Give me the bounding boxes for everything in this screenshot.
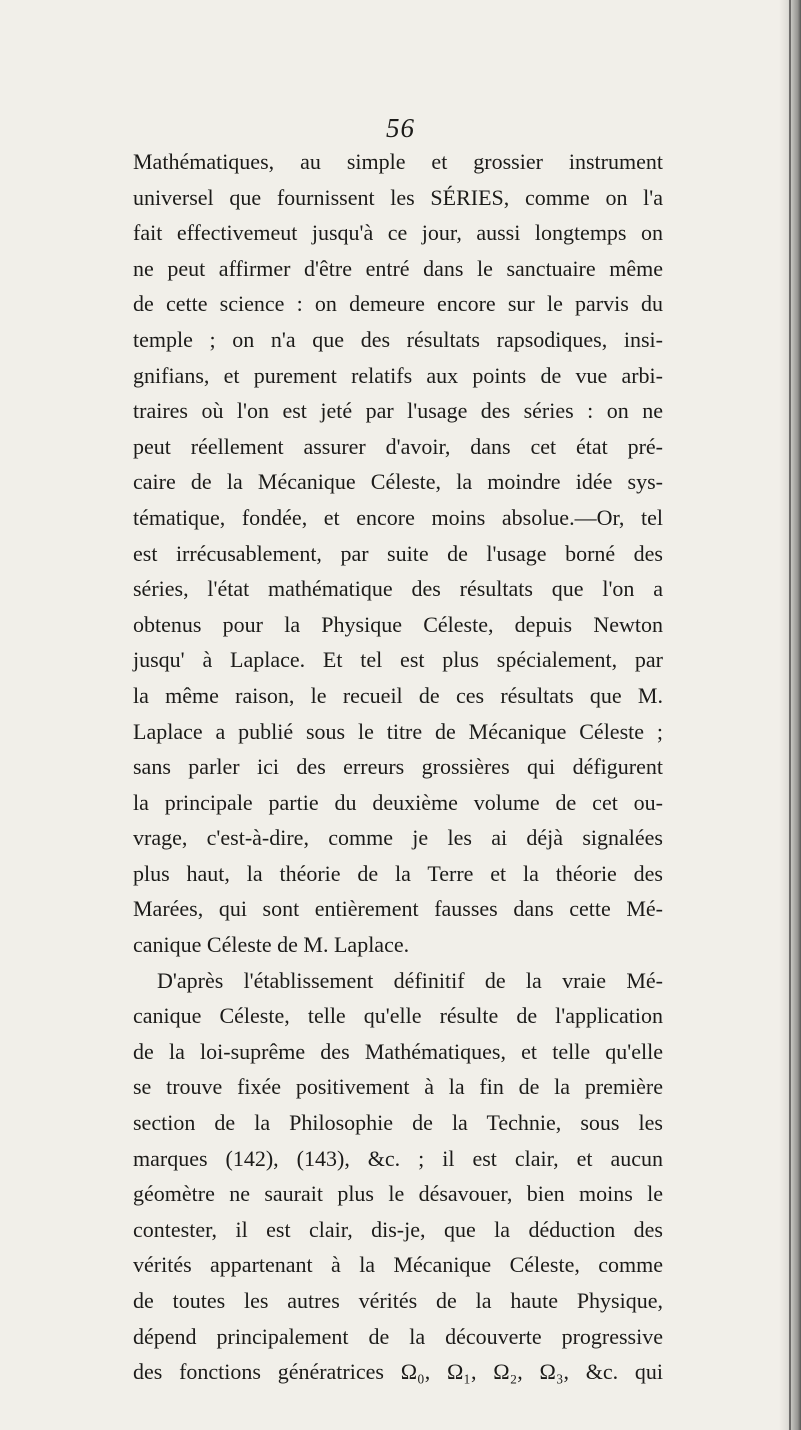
- text-line: obtenus pour la Physique Céleste, depuis Newton: [133, 611, 663, 637]
- text-line: se trouve fixée positivement à la fin de la première: [133, 1074, 663, 1100]
- text-line: universel que fournissent les SÉRIES, comme on l'a: [133, 184, 663, 210]
- text-line: vrage, c'est-à-dire, comme je les ai déjà signalées: [133, 825, 663, 851]
- text-line: dépend principalement de la découverte progressive: [133, 1323, 663, 1349]
- text-line: caire de la Mécanique Céleste, la moindre idée sys-: [133, 469, 663, 495]
- text-line: est irrécusablement, par suite de l'usage borné des: [133, 540, 663, 566]
- text-line: traires où l'on est jeté par l'usage des séries : on ne: [133, 398, 663, 424]
- text-line: canique Céleste, telle qu'elle résulte de l'application: [133, 1003, 663, 1029]
- text-line: canique Céleste de M. Laplace.: [133, 932, 410, 958]
- page-edge-line: [789, 0, 791, 1430]
- body-text: [133, 144, 663, 1390]
- text-line: temple ; on n'a que des résultats rapsodiques, insi-: [133, 326, 663, 352]
- text-line: ne peut affirmer d'être entré dans le sanctuaire même: [133, 255, 663, 281]
- text-line: fait effectivemeut jusqu'à ce jour, aussi longtemps on: [133, 220, 663, 246]
- text-line: la même raison, le recueil de ces résultats que M.: [133, 682, 663, 708]
- text-line: contester, il est clair, dis-je, que la déduction des: [133, 1216, 663, 1242]
- text-line: gnifians, et purement relatifs aux points de vue arbi-: [133, 362, 663, 388]
- text-line: jusqu' à Laplace. Et tel est plus spécialement, par: [133, 647, 663, 673]
- text-line: tématique, fondée, et encore moins absolue.—Or, tel: [133, 504, 663, 530]
- text-line: Laplace a publié sous le titre de Mécanique Céleste ;: [133, 718, 663, 744]
- text-line: vérités appartenant à la Mécanique Céleste, comme: [133, 1252, 663, 1278]
- text-line: Marées, qui sont entièrement fausses dans cette Mé-: [133, 896, 663, 922]
- text-line: Mathématiques, au simple et grossier instrument: [133, 149, 663, 174]
- text-line: géomètre ne saurait plus le désavouer, bien moins le: [133, 1181, 663, 1207]
- text-line: sans parler ici des erreurs grossières qui défigurent: [133, 754, 663, 780]
- text-line: marques (142), (143), &c. ; il est clair, et aucun: [133, 1145, 663, 1171]
- page-number: 56: [386, 113, 415, 143]
- text-line: plus haut, la théorie de la Terre et la théorie des: [133, 860, 663, 886]
- text-line: séries, l'état mathématique des résultats que l'on a: [133, 576, 663, 602]
- text-line: de la loi-suprême des Mathématiques, et telle qu'elle: [133, 1038, 663, 1064]
- text-line: peut réellement assurer d'avoir, dans cet état pré-: [133, 433, 663, 459]
- text-line: de cette science : on demeure encore sur le parvis du: [133, 291, 663, 317]
- text-line: la principale partie du deuxième volume de cet ou-: [133, 789, 663, 815]
- text-line: de toutes les autres vérités de la haute Physique,: [133, 1288, 663, 1313]
- text-line: section de la Philosophie de la Technie, sous les: [133, 1110, 663, 1136]
- text-line: D'après l'établissement définitif de la vraie Mé-: [157, 967, 663, 993]
- text-line: des fonctions génératrices Ω₀, Ω₁, Ω₂, Ω₃, &c. qui: [133, 1359, 663, 1385]
